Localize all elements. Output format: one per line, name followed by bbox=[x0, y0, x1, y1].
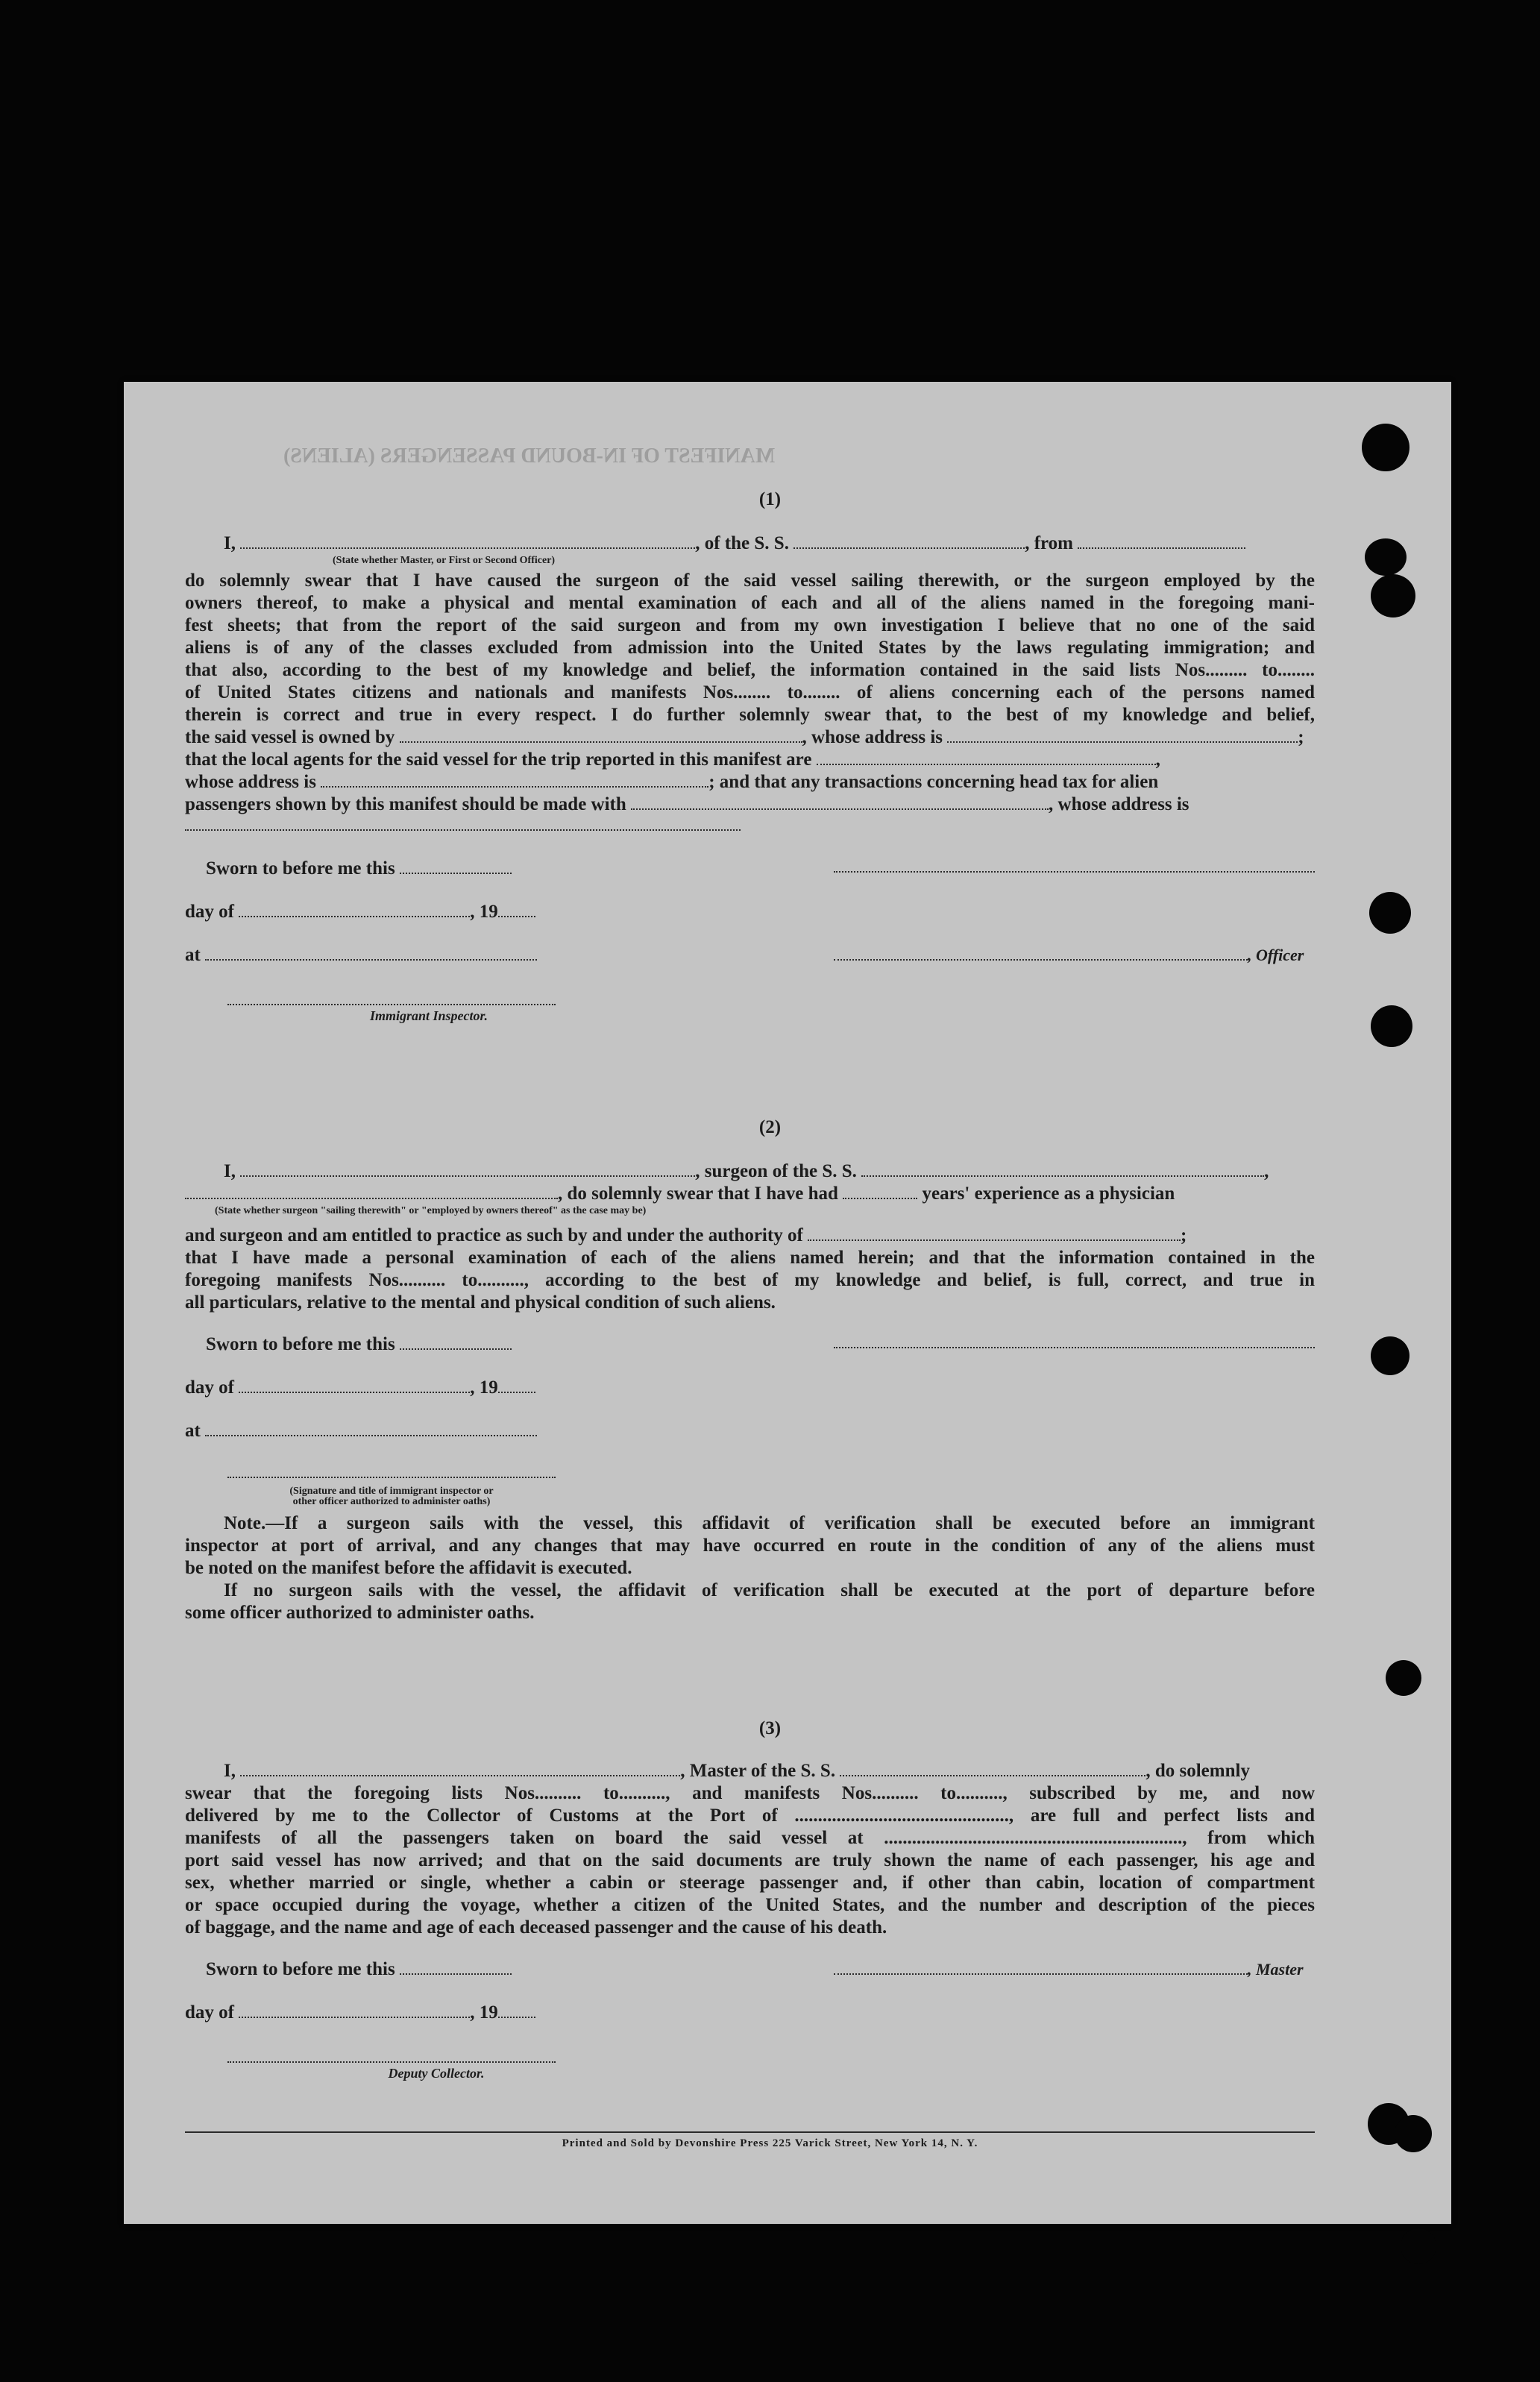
at-line bbox=[185, 1420, 537, 1442]
officer-caption: (State whether Master, or First or Second Officer) bbox=[333, 555, 556, 566]
punch-hole bbox=[1401, 2228, 1436, 2264]
i-label: I, bbox=[224, 533, 236, 553]
officer-signature-blank[interactable] bbox=[834, 870, 1315, 873]
master-signature-line bbox=[834, 1958, 1304, 1981]
agents-address-blank[interactable] bbox=[321, 771, 708, 788]
passengers-shown-label: passengers shown by this manifest should be made with bbox=[185, 794, 626, 814]
day-of-line bbox=[185, 1377, 535, 1399]
note-last-line: be noted on the manifest before the affidavit is executed. bbox=[185, 1558, 632, 1578]
owned-by-line: the said vessel is owned by , whose address is ; bbox=[185, 727, 1304, 747]
local-agents-blank[interactable] bbox=[817, 749, 1156, 765]
do-solemnly-label: , do solemnly swear that I have had bbox=[558, 1184, 838, 1204]
surgeon-name-blank[interactable] bbox=[240, 1160, 695, 1177]
i-label: I, bbox=[224, 1161, 236, 1181]
at-line bbox=[185, 944, 537, 967]
sworn-day-blank[interactable] bbox=[400, 858, 512, 874]
i-label: I, bbox=[224, 1761, 236, 1781]
passengers-shown-line bbox=[185, 794, 1189, 816]
place-blank[interactable] bbox=[205, 1420, 537, 1436]
whose-address-label: , whose address is bbox=[1049, 794, 1189, 814]
authority-line: and surgeon and am entitled to practice as such by and under the authority of ; bbox=[185, 1225, 1187, 1245]
sworn-day-blank[interactable] bbox=[400, 1333, 512, 1350]
year-blank[interactable] bbox=[498, 901, 535, 917]
at-label: at bbox=[185, 1421, 201, 1441]
owned-by-label: the said vessel is owned by bbox=[185, 727, 395, 747]
from-label: , from bbox=[1025, 533, 1073, 553]
section-1-body-line: that also, according to the best of my knowledge and belief, the information contained in the said lists Nos......... to........ bbox=[185, 660, 1315, 680]
do-solemnly-label: , do solemnly bbox=[1145, 1761, 1250, 1781]
section-1-body-line: do solemnly swear that I have caused the surgeon of the said vessel sailing therewith, or the surgeon employed by the bbox=[185, 571, 1315, 591]
year-blank[interactable] bbox=[498, 1377, 535, 1393]
show-through-title: MANIFEST OF IN-BOUND PASSENGERS (ALIENS) bbox=[283, 444, 776, 468]
section-3-body-line: swear that the foregoing lists Nos.......... to.........., and manifests Nos.......... to.........., subscribed by me, and now bbox=[185, 1783, 1315, 1803]
year-prefix: , 19 bbox=[470, 902, 498, 922]
surgeon-signature-blank[interactable] bbox=[834, 1345, 1315, 1348]
collector-signature-blank[interactable] bbox=[227, 2060, 556, 2063]
owner-address-blank[interactable] bbox=[947, 726, 1298, 743]
from-port-blank[interactable] bbox=[1078, 532, 1245, 549]
head-tax-address-blank[interactable] bbox=[185, 828, 741, 831]
section-2-body-line: that I have made a personal examination of each of the aliens named herein; and that the information contained in the bbox=[185, 1248, 1315, 1268]
local-agents-label: that the local agents for the said vessel for the trip reported in this manifest are bbox=[185, 750, 812, 770]
section-3-body-line: sex, whether married or single, whether a cabin or steerage passenger and, if other than cabin, location of compartment bbox=[185, 1873, 1315, 1893]
master-name-blank[interactable] bbox=[240, 1760, 680, 1776]
sworn-day-blank[interactable] bbox=[400, 1958, 512, 1975]
surgeon-caption: (State whether surgeon "sailing therewith" or "employed by owners thereof" as the case may be) bbox=[215, 1205, 647, 1216]
month-blank[interactable] bbox=[239, 2002, 470, 2018]
year-prefix: , 19 bbox=[470, 1377, 498, 1398]
local-agents-line: that the local agents for the said vessel for the trip reported in this manifest are , bbox=[185, 750, 1160, 770]
month-blank[interactable] bbox=[239, 901, 470, 917]
section-1-oath-line bbox=[224, 532, 1245, 555]
at-label: at bbox=[185, 945, 201, 965]
surgeon-type-blank[interactable] bbox=[185, 1183, 558, 1199]
whose-address-label: whose address is bbox=[185, 772, 316, 792]
inspector-signature-blank[interactable] bbox=[227, 1002, 556, 1005]
master-signature-blank[interactable] bbox=[834, 1958, 1248, 1975]
day-of-line bbox=[185, 901, 535, 923]
section-2-last-line: all particulars, relative to the mental and physical condition of such aliens. bbox=[185, 1292, 776, 1313]
day-of-label: day of bbox=[185, 902, 234, 922]
years-experience-label: years' experience as a physician bbox=[922, 1184, 1175, 1204]
experience-line bbox=[185, 1183, 1175, 1205]
sworn-label: Sworn to before me this bbox=[206, 1959, 395, 1979]
note-line: Note.—If a surgeon sails with the vessel, this affidavit of verification shall be executed before an immigrant bbox=[224, 1513, 1315, 1533]
day-of-label: day of bbox=[185, 1377, 234, 1398]
master-of-label: , Master of the S. S. bbox=[680, 1761, 836, 1781]
officer-title-blank[interactable] bbox=[834, 944, 1248, 961]
officer-label: , Officer bbox=[1248, 946, 1304, 964]
section-1-body-line: therein is correct and true in every respect. I do further solemnly swear that, to the best of my knowledge and belief, bbox=[185, 705, 1315, 725]
section-1-body-line: fest sheets; that from the report of the said surgeon and from my own investigation I believe that no one of the said bbox=[185, 615, 1315, 635]
master-line bbox=[224, 1760, 1250, 1782]
collector-caption: Deputy Collector. bbox=[388, 2066, 485, 2081]
master-label: , Master bbox=[1248, 1960, 1304, 1979]
section-3-body-line: delivered by me to the Collector of Customs at the Port of .............................................., are full and perfect lists and bbox=[185, 1806, 1315, 1826]
head-tax-label: ; and that any transactions concerning head tax for alien bbox=[708, 772, 1159, 792]
inspector-caption: Immigrant Inspector. bbox=[369, 1008, 488, 1023]
year-blank[interactable] bbox=[498, 2002, 535, 2018]
surgeon-of-label: , surgeon of the S. S. bbox=[695, 1161, 857, 1181]
authority-blank[interactable] bbox=[808, 1225, 1181, 1241]
surgeon-ship-blank[interactable] bbox=[861, 1160, 1264, 1177]
note-line: inspector at port of arrival, and any changes that may have occurred en route in the condition of any of the aliens must bbox=[185, 1536, 1315, 1556]
section-3-body-line: manifests of all the passengers taken on board the said vessel at ................................................................, from which bbox=[185, 1828, 1315, 1848]
printer-footer: Printed and Sold by Devonshire Press 225 Varick Street, New York 14, N. Y. bbox=[562, 2137, 978, 2149]
section-1-body-line: of United States citizens and nationals and manifests Nos........ to........ of aliens concerning each of the persons named bbox=[185, 682, 1315, 703]
sworn-line bbox=[206, 1958, 512, 1981]
years-blank[interactable] bbox=[843, 1183, 917, 1199]
day-of-line bbox=[185, 2002, 535, 2024]
section-3-last-line: of baggage, and the name and age of each deceased passenger and the cause of his death. bbox=[185, 1917, 887, 1938]
year-prefix: , 19 bbox=[470, 2002, 498, 2023]
day-of-label: day of bbox=[185, 2002, 234, 2023]
section-1-number: (1) bbox=[758, 489, 782, 509]
section-3-number: (3) bbox=[758, 1718, 782, 1738]
signature-caption: other officer authorized to administer oaths) bbox=[292, 1496, 491, 1507]
show-through-header bbox=[283, 444, 775, 468]
section-3-body-line: or space occupied during the voyage, whether a citizen of the United States, and the number and description of the pieces bbox=[185, 1895, 1315, 1915]
head-tax-party-blank[interactable] bbox=[631, 794, 1049, 810]
note-2-last-line: some officer authorized to administer oaths. bbox=[185, 1603, 535, 1623]
section-3-body-line: port said vessel has now arrived; and that on the said documents are truly shown the name of each passenger, his age and bbox=[185, 1850, 1315, 1870]
master-ship-blank[interactable] bbox=[840, 1760, 1145, 1776]
place-blank[interactable] bbox=[205, 944, 537, 961]
authorized-officer-signature-blank[interactable] bbox=[227, 1475, 556, 1478]
agents-address-line bbox=[185, 771, 1158, 794]
of-the-ss-label: , of the S. S. bbox=[695, 533, 789, 553]
section-2-body-line: foregoing manifests Nos.......... to.........., according to the best of my knowledge and belief, is full, correct, and true in bbox=[185, 1270, 1315, 1290]
officer-name-blank[interactable] bbox=[240, 532, 695, 549]
sworn-line bbox=[206, 1333, 512, 1356]
officer-line bbox=[834, 944, 1304, 967]
section-1-body-line: aliens is of any of the classes excluded from admission into the United States by the laws regulating immigration; and bbox=[185, 638, 1315, 658]
signature-caption: (Signature and title of immigrant inspector or bbox=[289, 1486, 494, 1497]
footer-rule bbox=[185, 2131, 1315, 2133]
sworn-label: Sworn to before me this bbox=[206, 1334, 395, 1354]
section-2-number: (2) bbox=[758, 1117, 782, 1137]
sworn-label: Sworn to before me this bbox=[206, 858, 395, 879]
surgeon-line: I, , surgeon of the S. S. , bbox=[224, 1161, 1269, 1181]
month-blank[interactable] bbox=[239, 1377, 470, 1393]
whose-address-label: , whose address is bbox=[802, 727, 943, 747]
section-1-body-line: owners thereof, to make a physical and mental examination of each and all of the aliens named in the foregoing mani- bbox=[185, 593, 1315, 613]
ship-name-blank[interactable] bbox=[793, 532, 1025, 549]
authority-label: and surgeon and am entitled to practice as such by and under the authority of bbox=[185, 1225, 803, 1245]
note-2-line: If no surgeon sails with the vessel, the affidavit of verification shall be executed at the port of departure before bbox=[224, 1580, 1315, 1600]
owner-blank[interactable] bbox=[400, 726, 802, 743]
sworn-line bbox=[206, 858, 512, 880]
